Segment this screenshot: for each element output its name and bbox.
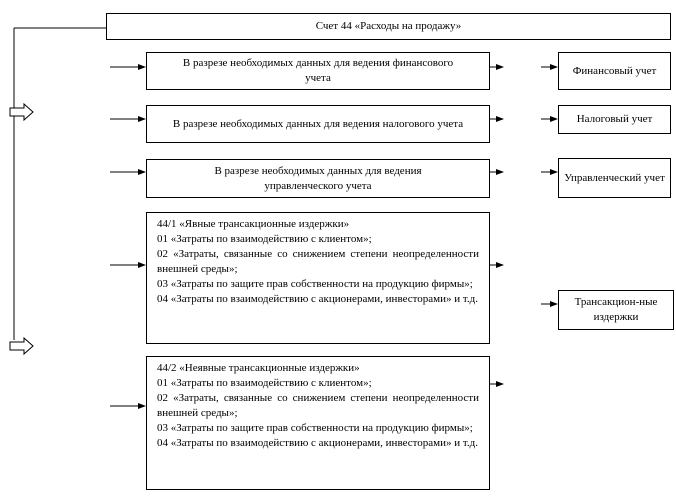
tax-data-text: В разрезе необходимых данных для ведения налогового учета <box>172 117 464 130</box>
implicit-costs-box <box>146 356 490 490</box>
explicit-cost-item: 02 «Затраты, связанные со снижением степени неопределенности внешней среды»; <box>157 248 479 275</box>
explicit-costs-title: 44/1 «Явные трансакционные издержки» <box>157 218 350 230</box>
management-data-box <box>146 159 490 198</box>
management-accounting-label: Управленческий учет <box>564 171 665 184</box>
transaction-costs-box <box>558 290 674 330</box>
financial-data-text: В разрезе необходимых данных для ведения финансового учета <box>182 57 454 84</box>
transaction-costs-label: Трансакцион-ные издержки <box>574 296 658 323</box>
implicit-costs-title: 44/2 «Неявные трансакционные издержки» <box>157 362 360 374</box>
implicit-cost-item: 02 «Затраты, связанные со снижением степени неопределенности внешней среды»; <box>157 392 479 419</box>
explicit-costs-box <box>146 212 490 344</box>
implicit-cost-item: 04 «Затраты по взаимодействию с акционерами, инвесторами» и т.д. <box>157 437 478 449</box>
financial-data-box <box>146 52 490 90</box>
hollow-arrow-icon <box>10 338 33 354</box>
account-title: Счет 44 «Расходы на продажу» <box>315 20 462 32</box>
explicit-cost-item: 04 «Затраты по взаимодействию с акционерами, инвесторами» и т.д. <box>157 293 478 305</box>
tax-accounting-box <box>558 105 671 134</box>
explicit-cost-item: 01 «Затраты по взаимодействию с клиентом»; <box>157 233 372 245</box>
financial-accounting-label: Финансовый учет <box>572 64 657 77</box>
financial-accounting-box <box>558 52 671 90</box>
tax-data-box <box>146 105 490 143</box>
explicit-cost-item: 03 «Затраты по защите прав собственности на продукцию фирмы»; <box>157 278 473 290</box>
tax-accounting-label: Налоговый учет <box>576 113 653 125</box>
management-data-text: В разрезе необходимых данных для ведения управленческого учета <box>214 164 422 192</box>
hollow-arrow-icon <box>10 104 33 120</box>
implicit-cost-item: 03 «Затраты по защите прав собственности на продукцию фирмы»; <box>157 422 473 434</box>
implicit-cost-item: 01 «Затраты по взаимодействию с клиентом»; <box>157 377 372 389</box>
account-title-box <box>106 13 671 40</box>
management-accounting-box <box>558 158 671 198</box>
